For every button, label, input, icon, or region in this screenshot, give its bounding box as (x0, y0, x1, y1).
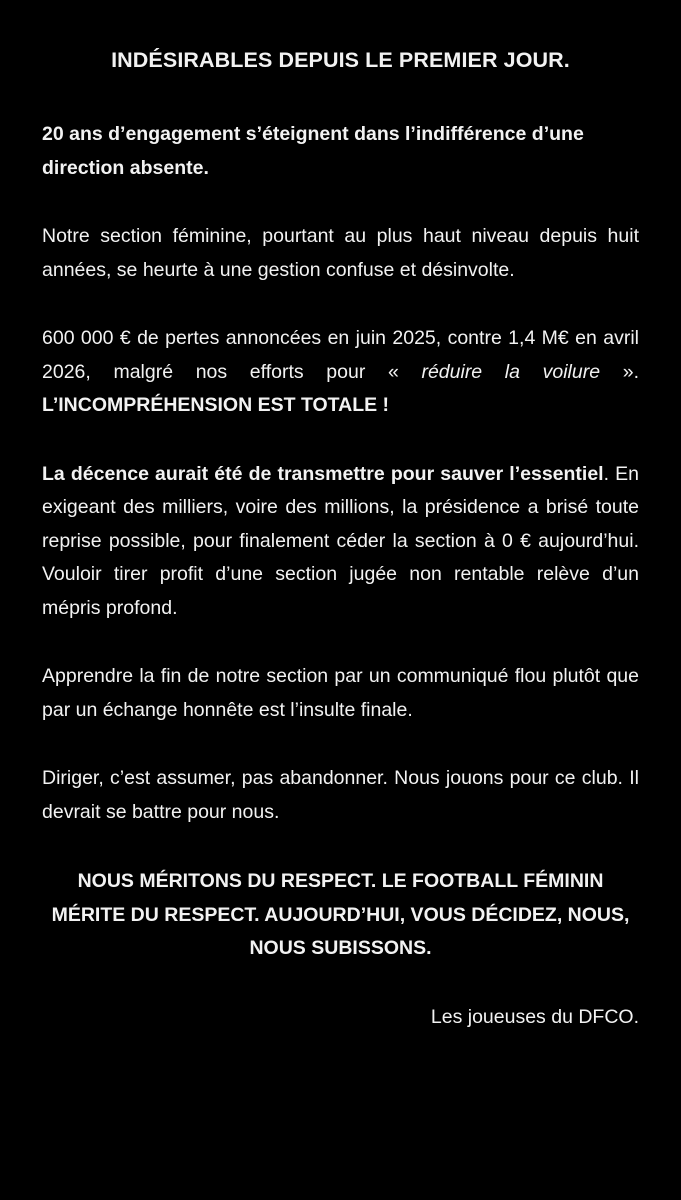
paragraph-decence (42, 458, 639, 626)
statement-title: INDÉSIRABLES DEPUIS LE PREMIER JOUR. (111, 48, 570, 72)
closing-statement: NOUS MÉRITONS DU RESPECT. LE FOOTBALL FÉMININ MÉRITE DU RESPECT. AUJOURD’HUI, VOUS DÉCIDEZ, NOUS, NOUS SUBISSONS. (51, 870, 630, 959)
paragraph-communique (42, 660, 639, 727)
decence-text: . En exigeant des milliers, voire des millions, la présidence a brisé toute reprise possible, pour finalement céder la section à 0 € aujourd’hui. Vouloir tirer profit d’une section jugée non rentable relève d’un mépris profond. (42, 462, 639, 619)
engagement-bold-text: 20 ans d’engagement s’éteignent dans l’indifférence d’une direction absente. (42, 123, 584, 179)
paragraph-diriger (42, 762, 639, 829)
communique-text: Apprendre la fin de notre section par un communiqué flou plutôt que par un échange honnête est l’insulte finale. (42, 665, 639, 721)
signature: Les joueuses du DFCO. (430, 1005, 639, 1028)
paragraph-section-feminine (42, 220, 639, 287)
incomprehension-bold-text: L’INCOMPRÉHENSION EST TOTALE ! (42, 394, 390, 416)
section-feminine-text: Notre section féminine, pourtant au plus haut niveau depuis huit années, se heurte à une gestion confuse et désinvolte. (42, 225, 639, 281)
paragraph-engagement (42, 118, 639, 185)
pertes-text: 600 000 € de pertes annoncées en juin 2025, contre 1,4 M€ en avril 2026, malgré nos efforts pour « (42, 327, 639, 383)
pertes-italic-quote: réduire la voilure (421, 360, 601, 383)
diriger-text: Diriger, c’est assumer, pas abandonner. Nous jouons pour ce club. Il devrait se battre pour nous. (42, 767, 639, 823)
decence-bold-text: La décence aurait été de transmettre pour sauver l’essentiel (42, 462, 604, 485)
paragraph-pertes (42, 322, 639, 423)
pertes-text-after-quote: ». (600, 360, 639, 383)
